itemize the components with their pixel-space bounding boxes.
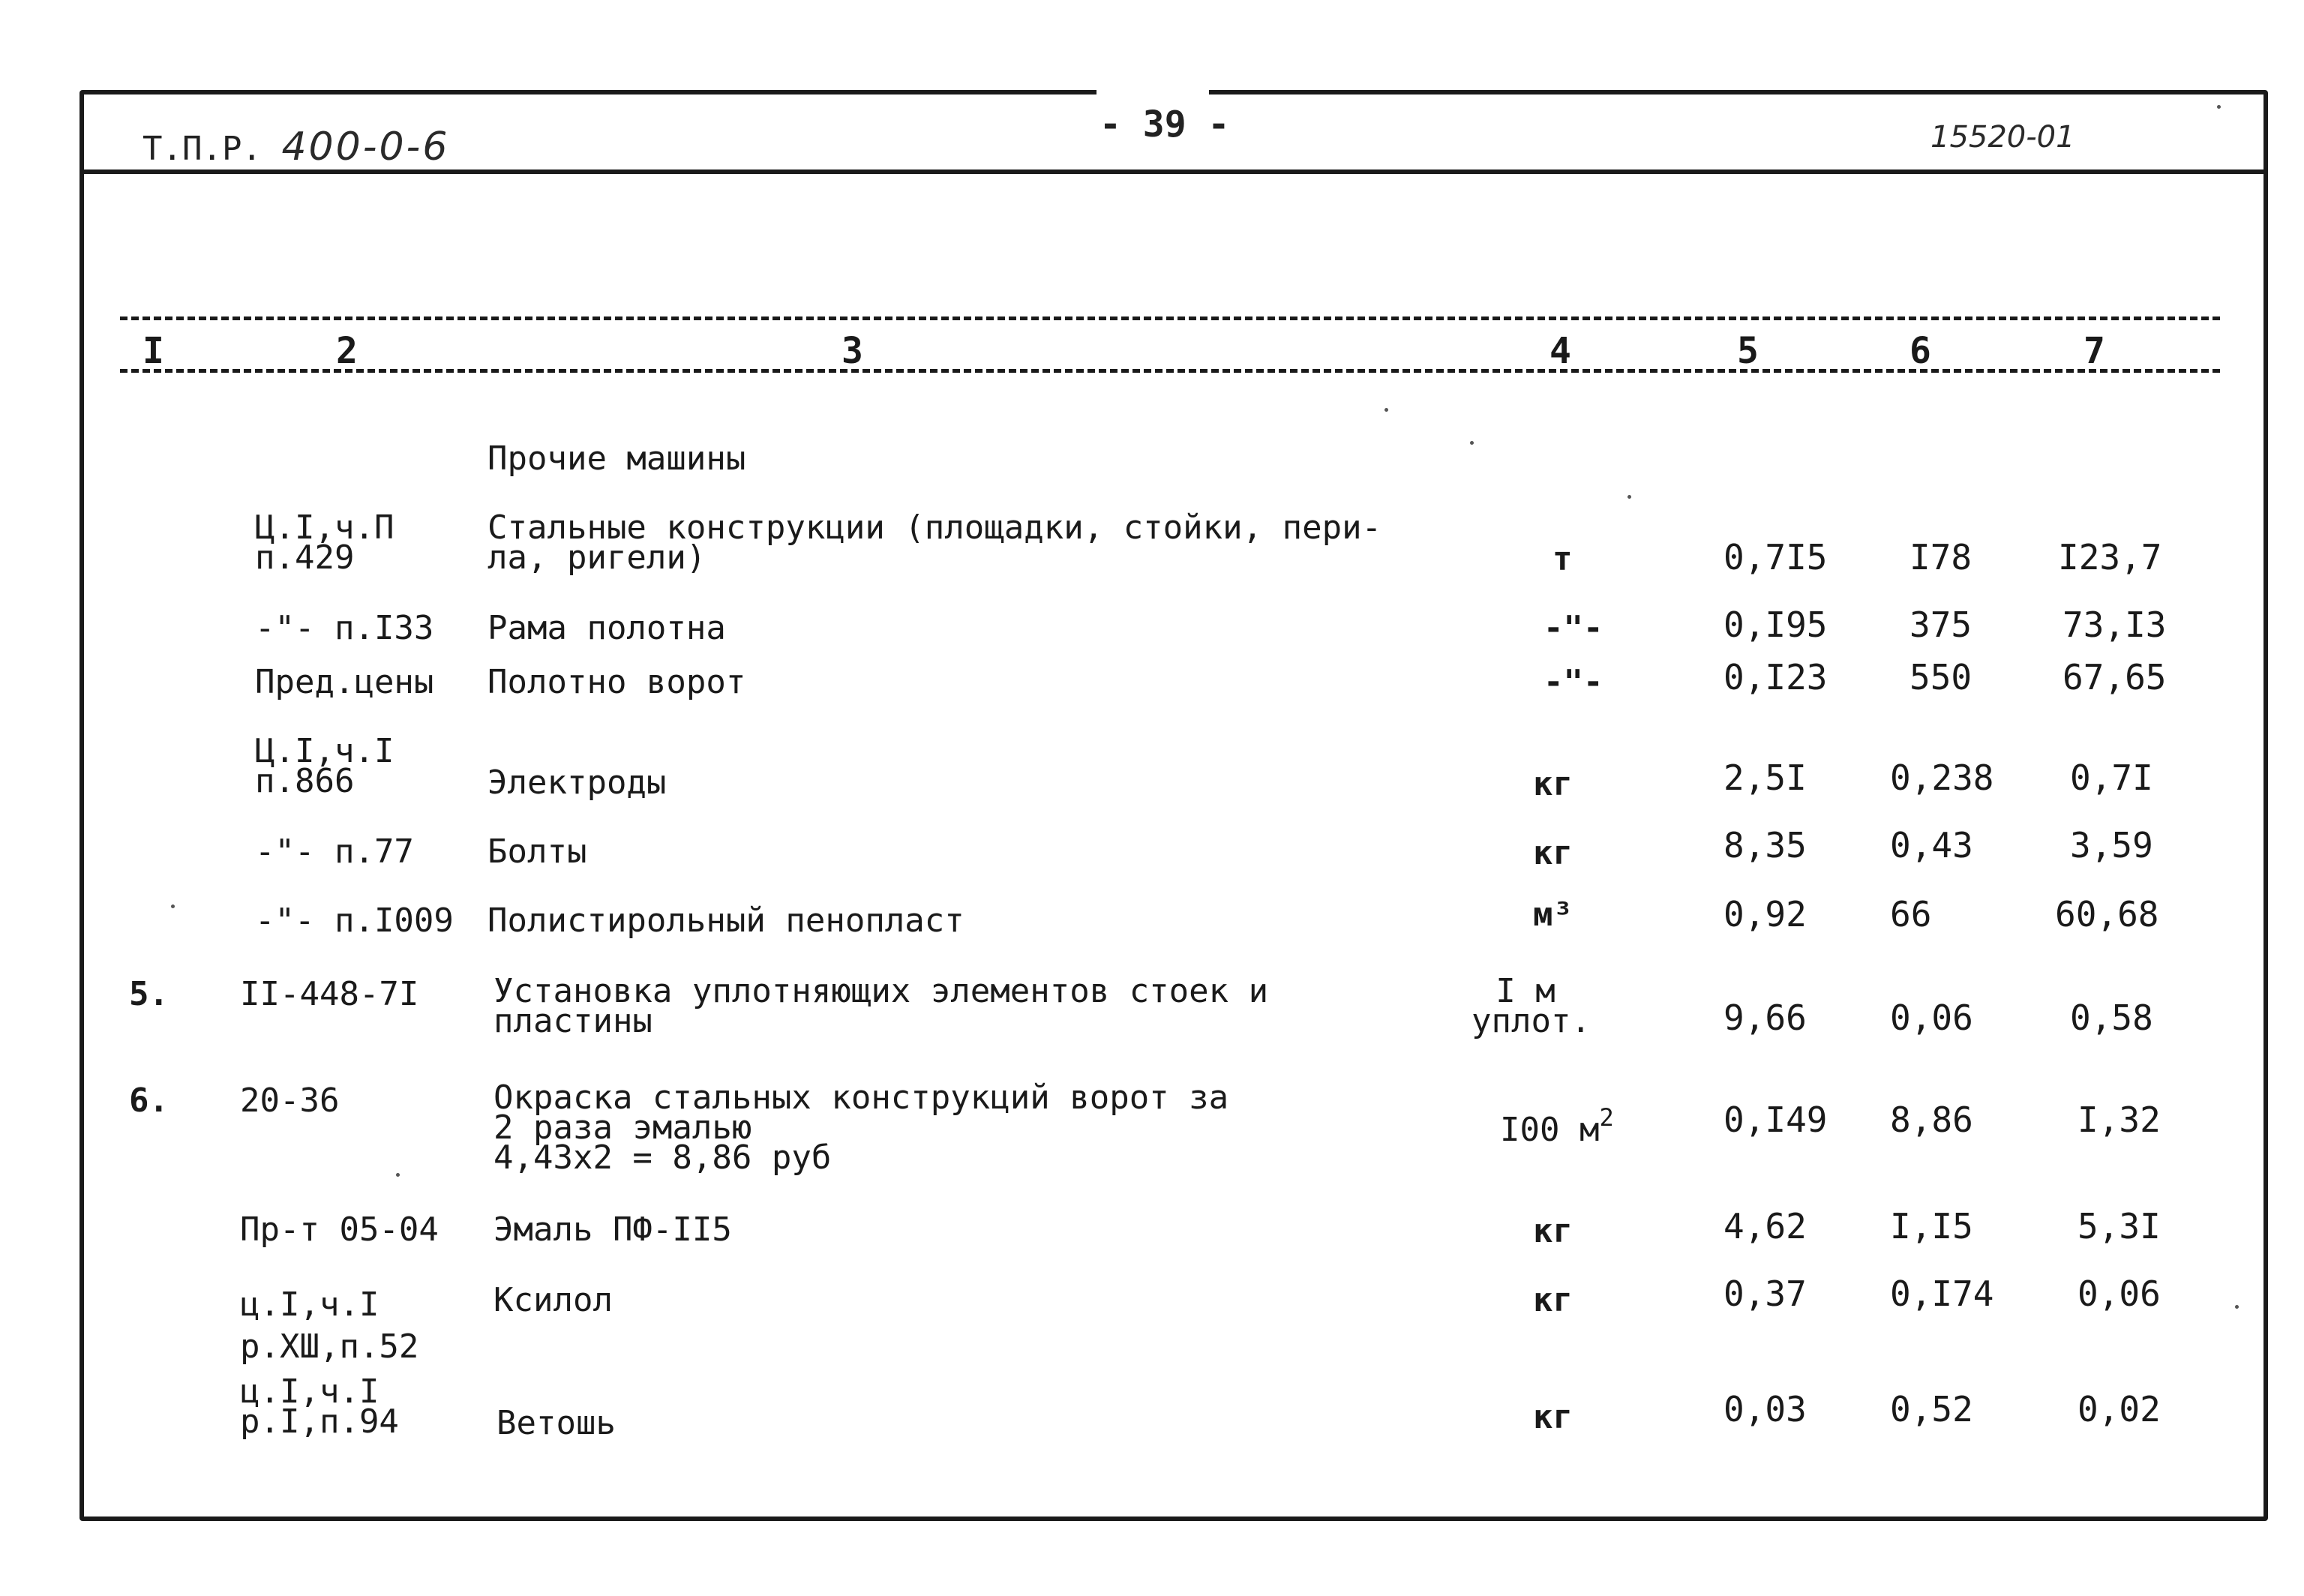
scan-speck	[171, 904, 175, 908]
row-unit: кг	[1533, 1212, 1573, 1250]
row-unit: -"-	[1544, 663, 1604, 701]
row-reference: II-448-7I	[240, 975, 419, 1013]
row-quantity: 0,I23	[1724, 657, 1828, 698]
column-rule-bottom	[120, 369, 2220, 373]
row-total: 0,7I	[2070, 758, 2153, 798]
row-unit: I м уплот.	[1472, 972, 1591, 1040]
row-price: 66	[1890, 894, 1932, 934]
row-total: 0,06	[2078, 1274, 2161, 1314]
document-code	[142, 124, 449, 170]
row-name: Полистирольный пенопласт	[488, 902, 964, 940]
row-name: Рама полотна	[488, 609, 726, 647]
row-total: 73,I3	[2062, 604, 2167, 645]
row-name: Полотно ворот	[488, 663, 746, 701]
row-total: 3,59	[2070, 825, 2153, 866]
row-unit: кг	[1533, 1281, 1573, 1319]
row-quantity: 4,62	[1724, 1206, 1807, 1246]
row-unit-text: I00 м	[1500, 1111, 1600, 1149]
row-total: 5,3I	[2078, 1206, 2161, 1246]
row-unit: кг	[1533, 834, 1573, 872]
row-total: 0,58	[2070, 998, 2153, 1038]
column-number-5: 5	[1737, 330, 1759, 372]
row-name: Ветошь	[496, 1404, 616, 1442]
row-price: 0,52	[1890, 1389, 1973, 1430]
page-number-gap	[1096, 84, 1209, 99]
row-quantity: 2,5I	[1724, 758, 1807, 798]
row-total: 67,65	[2062, 657, 2167, 698]
row-total: I23,7	[2058, 537, 2162, 578]
scan-speck	[1628, 495, 1631, 499]
row-quantity: 0,03	[1724, 1389, 1807, 1430]
row-unit: кг	[1533, 765, 1573, 803]
row-price: 8,86	[1890, 1100, 1973, 1140]
row-quantity: 0,I95	[1724, 604, 1828, 645]
row-unit-exponent: 2	[1599, 1103, 1614, 1132]
column-number-7: 7	[2084, 330, 2105, 372]
page-number: - 39 -	[1100, 104, 1230, 146]
scan-speck	[1470, 441, 1474, 445]
row-price: I78	[1910, 537, 1972, 578]
document-code-prefix: Т.П.Р.	[142, 130, 262, 168]
row-price: 0,06	[1890, 998, 1973, 1038]
row-quantity: 0,37	[1724, 1274, 1807, 1314]
row-name: Эмаль ПФ-II5	[494, 1210, 732, 1249]
row-reference: -"- п.I33	[255, 609, 434, 647]
scan-speck	[396, 1173, 400, 1177]
row-reference: -"- п.I009	[255, 902, 454, 940]
row-name: Стальные конструкции (площадки, стойки, пери- ла, ригели)	[488, 508, 1382, 577]
column-number-3: 3	[842, 330, 863, 372]
row-price: 0,I74	[1890, 1274, 1994, 1314]
row-unit: кг	[1533, 1398, 1573, 1436]
document-number: 15520-01	[1930, 120, 2075, 154]
row-position: 6.	[129, 1082, 169, 1120]
row-position: 5.	[129, 975, 169, 1013]
row-reference: ц.I,ч.I р.I,п.94	[240, 1372, 399, 1441]
scan-speck	[1384, 408, 1388, 412]
row-quantity: 8,35	[1724, 825, 1807, 866]
scan-speck	[2217, 105, 2221, 109]
header-rule	[80, 170, 2268, 174]
row-reference: Пр-т 05-04	[240, 1210, 439, 1249]
row-reference: ц.I,ч.I р.ХШ,п.52	[240, 1286, 419, 1366]
column-number-2: 2	[336, 330, 358, 372]
row-quantity: 0,92	[1724, 894, 1807, 934]
row-price: I,I5	[1890, 1206, 1973, 1246]
row-total: 0,02	[2078, 1389, 2161, 1430]
row-name: Болты	[488, 832, 587, 871]
column-number-4: 4	[1550, 330, 1571, 372]
row-name: Окраска стальных конструкций ворот за 2 раза эмалью 4,43х2 = 8,86 руб	[494, 1078, 1229, 1177]
row-unit: -"-	[1544, 609, 1604, 647]
row-unit: т	[1552, 540, 1573, 578]
row-total: I,32	[2078, 1100, 2161, 1140]
row-unit: м³	[1533, 896, 1573, 934]
row-reference: -"- п.77	[255, 832, 414, 871]
section-heading: Прочие машины	[488, 440, 746, 478]
column-number-1: I	[142, 330, 164, 372]
row-reference: Ц.I,ч.I п.866	[255, 732, 394, 800]
row-name: Установка уплотняющих элементов стоек и пластины	[494, 972, 1269, 1040]
row-reference: Ц.I,ч.П п.429	[255, 508, 394, 577]
row-reference: Пред.цены	[255, 663, 434, 701]
scan-speck	[2235, 1305, 2239, 1309]
column-rule-top	[120, 316, 2220, 320]
row-quantity: 9,66	[1724, 998, 1807, 1038]
row-price: 0,238	[1890, 758, 1994, 798]
row-name: Электроды	[488, 764, 667, 802]
row-quantity: 0,7I5	[1724, 537, 1828, 578]
row-price: 375	[1910, 604, 1972, 645]
row-name: Ксилол	[494, 1281, 613, 1319]
row-price: 550	[1910, 657, 1972, 698]
row-total: 60,68	[2055, 894, 2159, 934]
column-number-6: 6	[1910, 330, 1931, 372]
row-unit	[1500, 1103, 1614, 1149]
row-reference: 20-36	[240, 1082, 340, 1120]
document-code-number: 400-0-6	[281, 124, 450, 170]
row-price: 0,43	[1890, 825, 1973, 866]
row-quantity: 0,I49	[1724, 1100, 1828, 1140]
